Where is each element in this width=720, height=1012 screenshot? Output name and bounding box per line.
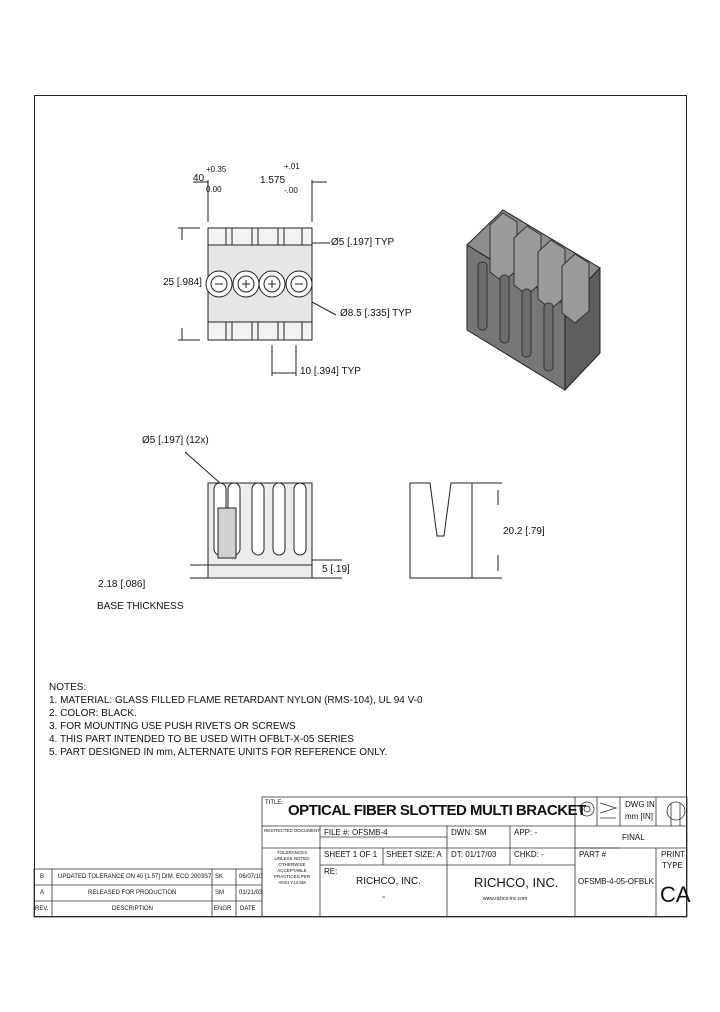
- bottom-view: [185, 452, 342, 578]
- final-status: FINAL: [622, 833, 645, 842]
- width-dim-main: 40: [193, 173, 205, 184]
- units-label: DWG IN: [625, 800, 655, 809]
- drawing-date: DT: 01/17/03: [451, 850, 497, 859]
- note-item: 1. MATERIAL: GLASS FILLED FLAME RETARDANT NYLON (RMS-104), UL 94 V-0: [49, 695, 423, 706]
- width-dim-tol-minus: 0.00: [206, 185, 222, 194]
- slot-depth-dim: 5 [.19]: [322, 564, 350, 575]
- rev-a-description: RELEASED FOR PRODUCTION: [88, 890, 177, 896]
- pitch-dim: 10 [.394] TYP: [300, 366, 361, 377]
- engr-header: ENGR: [214, 906, 232, 912]
- company-name: RICHCO, INC.: [474, 875, 559, 890]
- re-dash: -: [382, 892, 386, 903]
- file-number: FILE #: OFSMB-4: [324, 828, 388, 837]
- print-type-label: PRINT: [661, 850, 685, 859]
- rev-a-engr: SM: [215, 890, 224, 896]
- rev-b-description: UPDATED TOLERANCE ON 40 [1.57] DIM. ECO 2003S7: [58, 874, 212, 880]
- re-value: RICHCO, INC.: [356, 876, 421, 887]
- print-type-label-2: TYPE: [662, 861, 683, 870]
- note-item: 5. PART DESIGNED IN mm, ALTERNATE UNITS FOR REFERENCE ONLY.: [49, 747, 388, 758]
- rev-a-date: 01/21/03: [239, 890, 263, 896]
- width-dim-inch-tol-plus: +.01: [284, 162, 300, 171]
- width-dim-inch: 1.575: [260, 175, 286, 186]
- sheet-count: SHEET 1 OF 1: [324, 850, 378, 859]
- isometric-view: [467, 210, 600, 390]
- re-label: RE:: [324, 867, 338, 876]
- width-dim-tol-plus: +0.35: [206, 165, 227, 174]
- width-dim-inch-tol-minus: -.00: [284, 186, 298, 195]
- hole-large-dim: Ø8.5 [.335] TYP: [340, 308, 412, 319]
- note-item: 2. COLOR: BLACK.: [49, 708, 137, 719]
- units-label-2: mm [IN]: [625, 812, 653, 821]
- tolerance-note: TOLERANCES UNLESS NOTED OTHERWISE ACCEPTABLE PRACTICES PER ANSI Y14.5M: [273, 850, 311, 885]
- note-item: 3. FOR MOUNTING USE PUSH RIVETS OR SCREWS: [49, 721, 296, 732]
- note-item: 4. THIS PART INTENDED TO BE USED WITH OFBLT-X-05 SERIES: [49, 734, 354, 745]
- approved-by: APP: -: [514, 828, 538, 837]
- print-type: CA: [660, 882, 691, 907]
- date-header: DATE: [240, 906, 256, 912]
- side-height-dim: 20.2 [.79]: [503, 526, 545, 537]
- description-header: DESCRIPTION: [112, 906, 154, 912]
- rev-header: REV.: [35, 906, 49, 912]
- checked-by: CHKD: -: [514, 850, 544, 859]
- side-view: [410, 483, 502, 578]
- base-thickness-value: 2.18 [.086]: [98, 579, 146, 590]
- hole-small-dim: Ø5 [.197] TYP: [331, 237, 395, 248]
- rev-b-engr: SK: [215, 874, 224, 880]
- restricted-note: RESTRICTED DOCUMENT: [264, 828, 320, 833]
- title-label: TITLE:: [265, 800, 284, 806]
- part-number-label: PART #: [579, 850, 607, 859]
- sheet-size: SHEET SIZE: A: [386, 850, 442, 859]
- rev-a-letter: A: [40, 890, 45, 896]
- part-number: OFSMB-4-05-OFBLK: [578, 877, 655, 886]
- base-thickness-label: BASE THICKNESS: [97, 601, 184, 612]
- slot-diameter-dim: Ø5 [.197] (12x): [142, 435, 209, 446]
- height-dim: 25 [.984]: [163, 277, 202, 288]
- notes-block: [49, 681, 423, 759]
- rev-b-letter: B: [40, 874, 45, 880]
- company-website: www.richco-inc.com: [483, 896, 528, 902]
- drawn-by: DWN: SM: [451, 828, 487, 837]
- rev-b-date: 06/07/10: [239, 874, 263, 880]
- drawing-title: OPTICAL FIBER SLOTTED MULTI BRACKET: [288, 802, 586, 819]
- notes-heading: NOTES:: [49, 682, 87, 693]
